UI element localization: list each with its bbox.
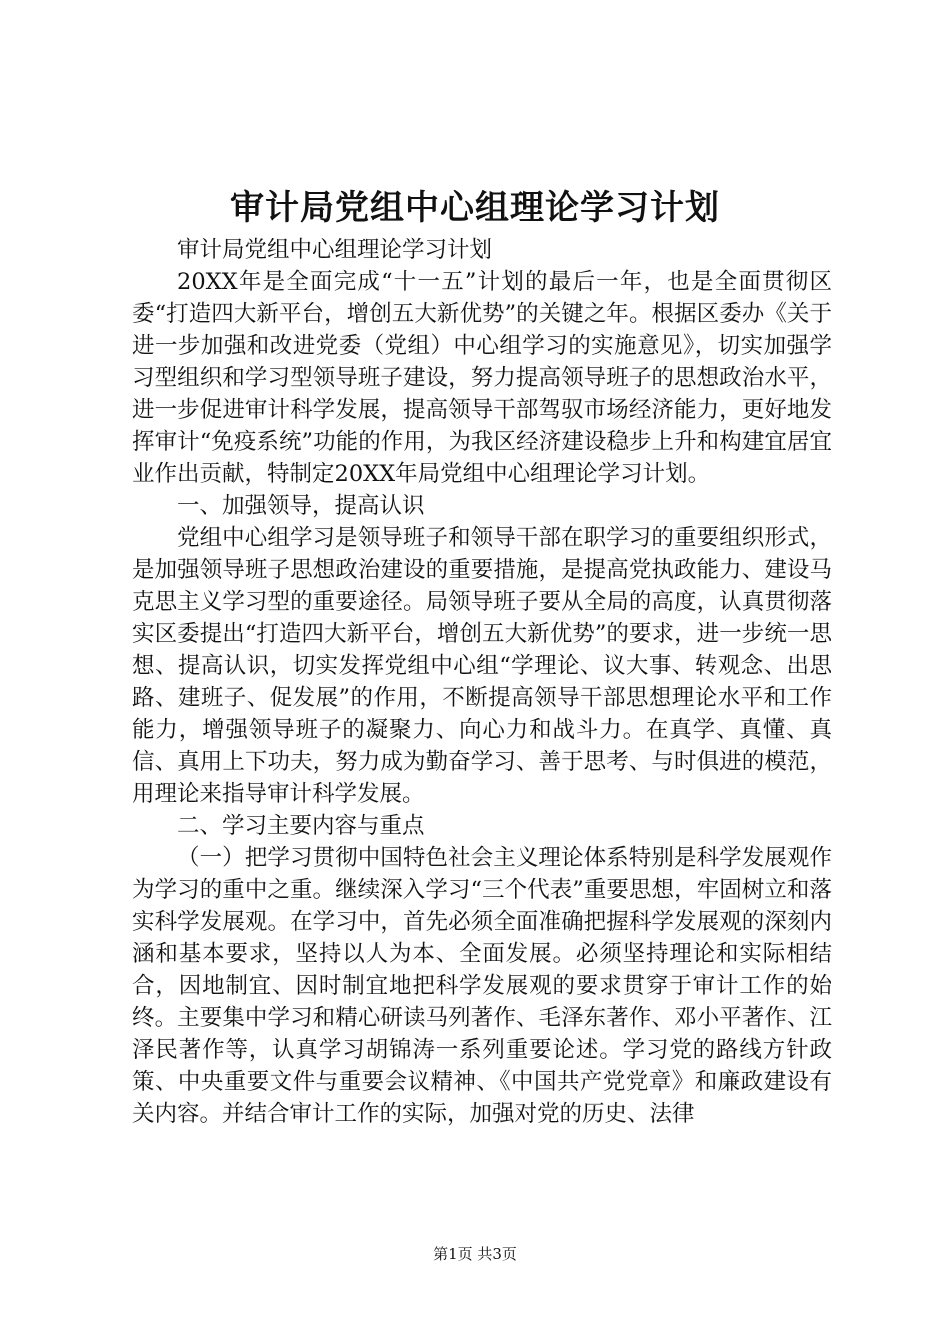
paragraph-subtitle: 审计局党组中心组理论学习计划 (177, 237, 493, 263)
page-footer: 第1页 共3页 (433, 1245, 517, 1263)
paragraph-section-2-item-1: （一）把学习贯彻中国特色社会主义理论体系特别是科学发展观作为学习的重中之重。继续深入学习“三个代表”重要思想，牢固树立和落实科学发展观。在学习中，首先必须全面准确把握科学发展观的深刻内涵和基本要求，坚持以人为本、全面发展。必须坚持理论和实际相结合，因地制宜、因时制宜地把科学发展观的要求贯穿于审计工作的始终。主要集中学习和精心研读马列著作、毛泽东著作、邓小平著作、江泽民著作等，认真学习胡锦涛一系列重要论述。学习党的路线方针政策、中央重要文件与重要会议精神、《中国共产党党章》和廉政建设有关内容。并结合审计工作的实际，加强对党的历史、法律 (132, 845, 832, 1127)
document-title: 审计局党组中心组理论学习计划 (230, 188, 720, 228)
document-body (132, 234, 832, 1130)
paragraph-section-1: 党组中心组学习是领导班子和领导干部在职学习的重要组织形式，是加强领导班子思想政治建设的重要措施，是提高党执政能力、建设马克思主义学习型的重要途径。局领导班子要从全局的高度，认真贯彻落实区委提出“打造四大新平台，增创五大新优势”的要求，进一步统一思想、提高认识，切实发挥党组中心组“学理论、议大事、转观念、出思路、建班子、促发展”的作用，不断提高领导干部思想理论水平和工作能力，增强领导班子的凝聚力、向心力和战斗力。在真学、真懂、真信、真用上下功夫，努力成为勤奋学习、善于思考、与时俱进的模范，用理论来指导审计科学发展。 (132, 525, 832, 807)
paragraph-intro: 20XX年是全面完成“十一五”计划的最后一年，也是全面贯彻区委“打造四大新平台，增创五大新优势”的关键之年。根据区委办《关于进一步加强和改进党委（党组）中心组学习的实施意见》，切实加强学习型组织和学习型领导班子建设，努力提高领导班子的思想政治水平，进一步促进审计科学发展，提高领导干部驾驭市场经济能力，更好地发挥审计“免疫系统”功能的作用，为我区经济建设稳步上升和构建宜居宜业作出贡献，特制定20XX年局党组中心组理论学习计划。 (132, 269, 832, 487)
section-heading-1: 一、加强领导，提高认识 (177, 493, 425, 519)
section-heading-2: 二、学习主要内容与重点 (177, 813, 425, 839)
